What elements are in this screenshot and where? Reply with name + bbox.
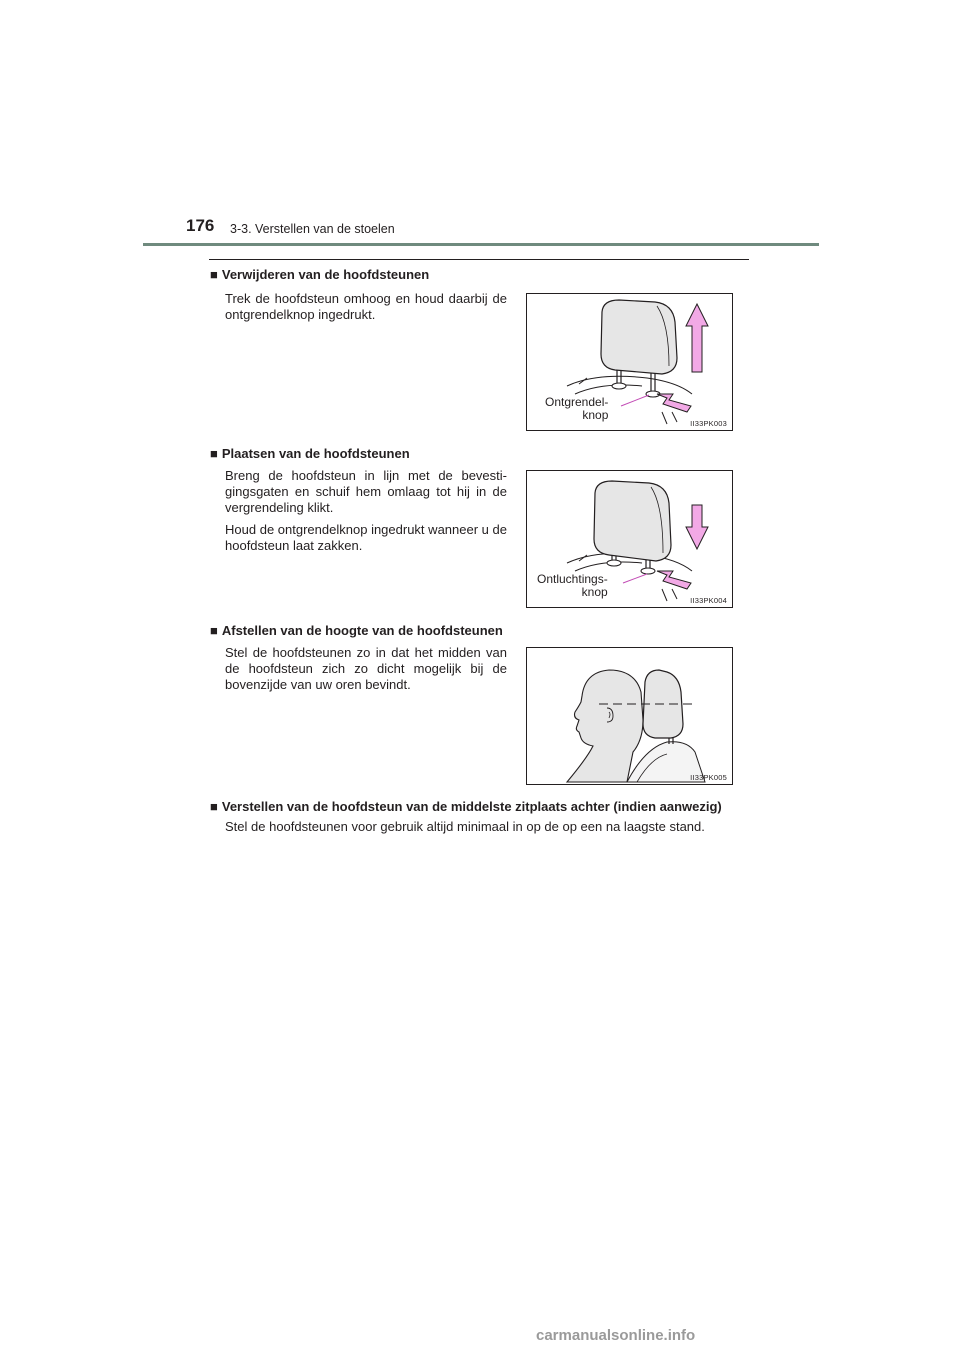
figure-adjust-height (526, 647, 733, 785)
paragraph: Stel de hoofdsteunen voor gebruik altijd minimaal in op de op een na laagste stand. (225, 819, 705, 834)
release-button-label: Ontgrendel- knop (545, 395, 609, 422)
page-number: 176 (186, 216, 215, 235)
figure-remove-headrest (526, 293, 733, 431)
bullet-square-icon: ■ (210, 799, 218, 814)
section-heading-center-rear (210, 799, 722, 814)
chapter-title: 3-3. Verstellen van de stoelen (230, 222, 395, 236)
figure-code: II33PK004 (690, 596, 727, 605)
vent-button-label: Ontluchtings- knop (537, 572, 608, 599)
figure-code: II33PK005 (690, 773, 727, 782)
paragraph: Trek de hoofdsteun omhoog en houd daarbij de ontgrendelknop ingedrukt. (225, 291, 507, 322)
paragraph: Breng de hoofdsteun in lijn met de bevesti-gingsgaten en schuif hem omlaag tot hij in de vergrendeling klikt. (225, 468, 507, 515)
section-rule (209, 259, 749, 260)
section-heading-remove (210, 267, 429, 282)
head-position-illustration (527, 648, 732, 784)
section-heading-install (210, 446, 410, 461)
heading-text: Verwijderen van de hoofdsteunen (221, 267, 430, 282)
watermark: carmanualsonline.info (536, 1327, 696, 1344)
bullet-square-icon: ■ (210, 267, 218, 282)
section-heading-height (210, 623, 503, 638)
header-rule (143, 243, 819, 246)
figure-code: II33PK003 (690, 419, 727, 428)
heading-text: Plaatsen van de hoofdsteunen (221, 446, 410, 461)
paragraph: Stel de hoofdsteunen zo in dat het midden van de hoofdsteun zich zo dicht mogelijk bij de bovenzijde van uw oren bevindt. (225, 645, 507, 692)
figure-install-headrest (526, 470, 733, 608)
bullet-square-icon: ■ (210, 623, 218, 638)
heading-text: Verstellen van de hoofdsteun van de middelste zitplaats achter (indien aanwezig) (221, 799, 722, 814)
bullet-square-icon: ■ (210, 446, 218, 461)
heading-text: Afstellen van de hoogte van de hoofdsteunen (221, 623, 503, 638)
paragraph: Houd de ontgrendelknop ingedrukt wanneer u de hoofdsteun laat zakken. (225, 522, 507, 553)
